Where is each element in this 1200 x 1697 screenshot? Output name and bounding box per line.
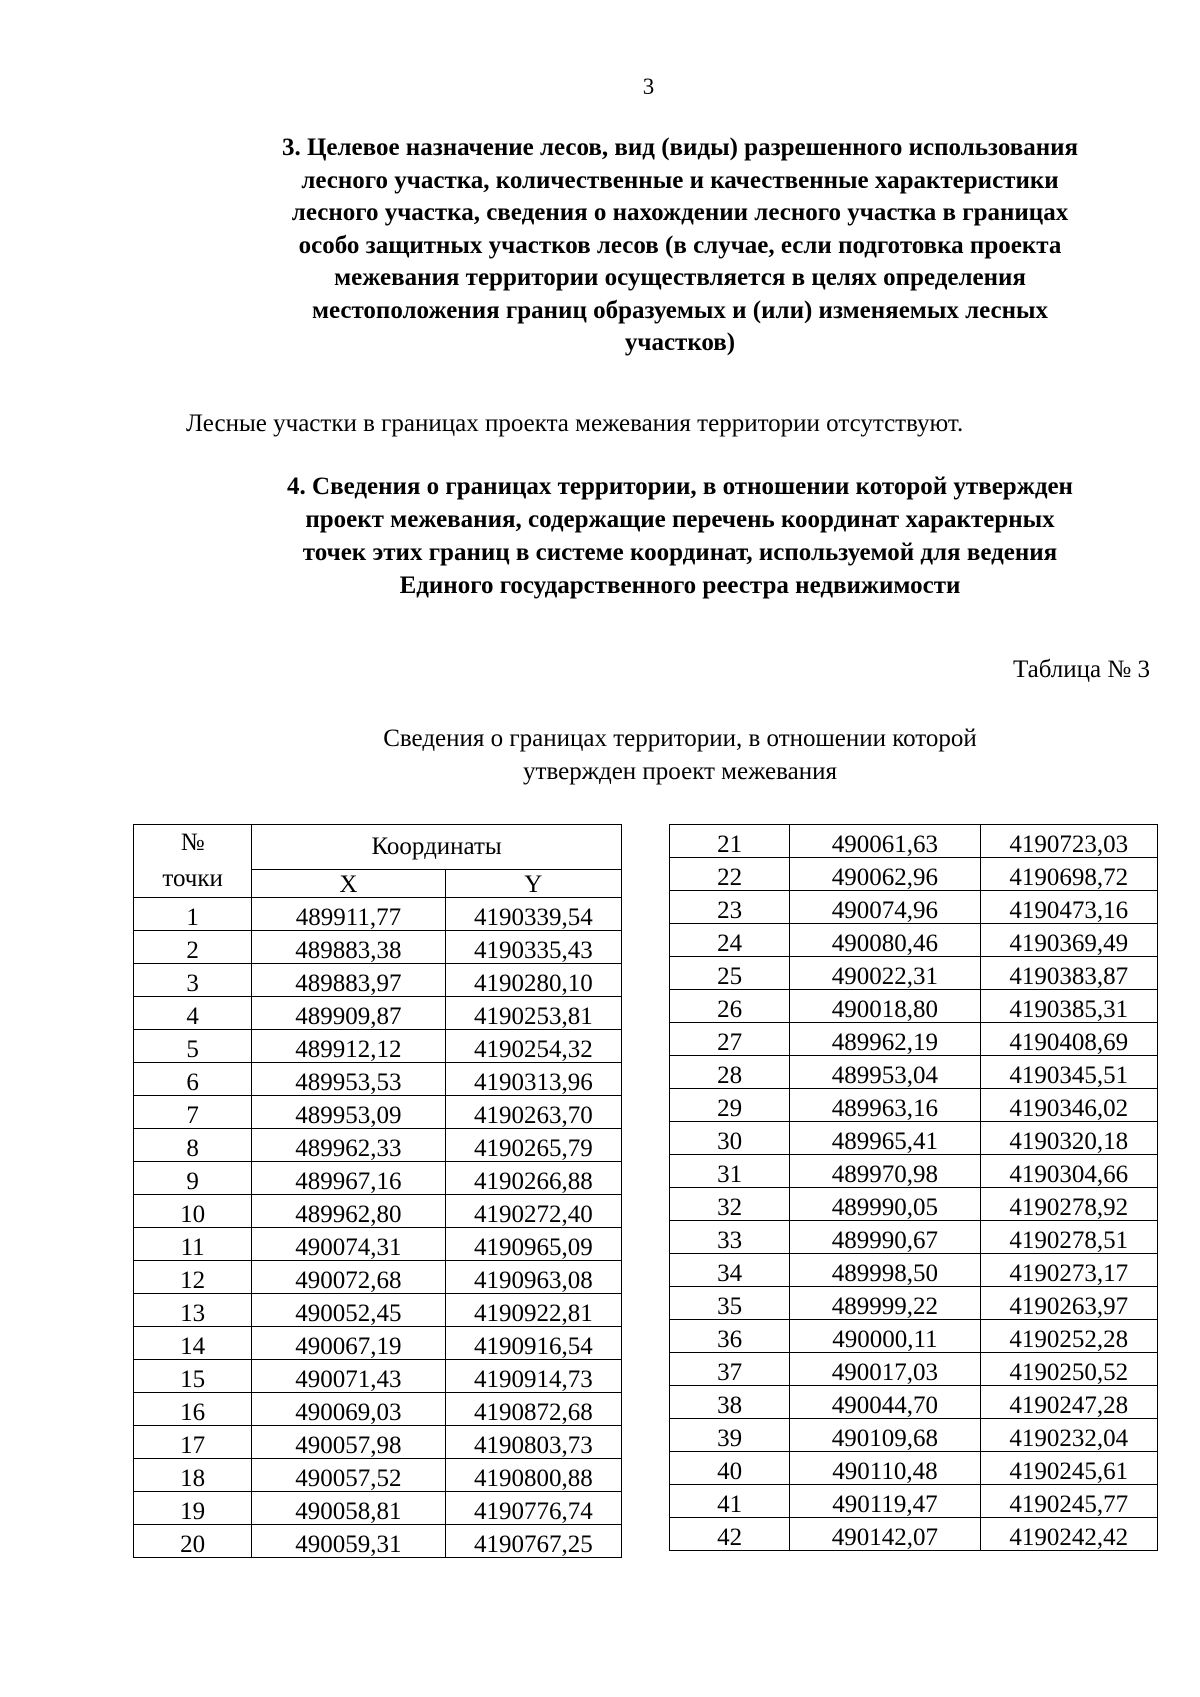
y-coordinate-cell: 4190247,28 <box>980 1386 1157 1419</box>
x-coordinate-cell: 489999,22 <box>790 1287 980 1320</box>
y-coordinate-cell: 4190965,09 <box>445 1228 621 1261</box>
table-row <box>670 1518 1158 1551</box>
x-coordinate-cell: 489962,19 <box>790 1023 980 1056</box>
heading-line: участков) <box>624 329 736 356</box>
x-coordinate-cell: 490061,63 <box>790 825 980 858</box>
y-coordinate-cell: 4190263,70 <box>445 1096 621 1129</box>
table-row <box>670 1155 1158 1188</box>
point-number-cell: 15 <box>134 1360 252 1393</box>
x-coordinate-cell: 490044,70 <box>790 1386 980 1419</box>
table-row <box>670 990 1158 1023</box>
header-point-number <box>134 825 252 898</box>
table-row <box>670 891 1158 924</box>
table-label: Таблица № 3 <box>1012 656 1150 683</box>
table-row <box>670 1089 1158 1122</box>
point-number-cell: 19 <box>134 1492 252 1525</box>
heading-line: особо защитных участков лесов (в случае, если подготовка проекта <box>298 231 1062 259</box>
x-coordinate-cell: 489970,98 <box>790 1155 980 1188</box>
point-number-cell: 2 <box>134 931 252 964</box>
x-coordinate-cell: 490062,96 <box>790 858 980 891</box>
table-row <box>134 1426 622 1459</box>
point-number-cell: 10 <box>134 1195 252 1228</box>
x-coordinate-cell: 490119,47 <box>790 1485 980 1518</box>
x-coordinate-cell: 490071,43 <box>252 1360 445 1393</box>
point-number-cell: 36 <box>670 1320 790 1353</box>
x-coordinate-cell: 489967,16 <box>252 1162 445 1195</box>
y-coordinate-cell: 4190273,17 <box>980 1254 1157 1287</box>
point-number-cell: 7 <box>134 1096 252 1129</box>
point-number-cell: 22 <box>670 858 790 891</box>
heading-line: лесного участка, сведения о нахождении лесного участка в границах <box>291 199 1069 226</box>
y-coordinate-cell: 4190922,81 <box>445 1294 621 1327</box>
point-number-cell: 13 <box>134 1294 252 1327</box>
y-coordinate-cell: 4190280,10 <box>445 964 621 997</box>
point-number-cell: 31 <box>670 1155 790 1188</box>
heading-line: 4. Сведения о границах территории, в отношении которой утвержден <box>287 473 1073 500</box>
point-number-cell: 23 <box>670 891 790 924</box>
table-row <box>134 1360 622 1393</box>
y-coordinate-cell: 4190723,03 <box>980 825 1157 858</box>
header-x: X <box>252 870 445 898</box>
point-number-cell: 37 <box>670 1353 790 1386</box>
table-row <box>134 1162 622 1195</box>
y-coordinate-cell: 4190776,74 <box>445 1492 621 1525</box>
x-coordinate-cell: 489990,67 <box>790 1221 980 1254</box>
y-coordinate-cell: 4190800,88 <box>445 1459 621 1492</box>
point-number-cell: 33 <box>670 1221 790 1254</box>
x-coordinate-cell: 490074,31 <box>252 1228 445 1261</box>
table-row <box>134 1525 622 1558</box>
coordinates-table-right <box>669 824 1158 1551</box>
x-coordinate-cell: 490057,52 <box>252 1459 445 1492</box>
table-row <box>670 1122 1158 1155</box>
table-row <box>134 898 622 931</box>
heading-line: местоположения границ образуемых и (или) изменяемых лесных <box>311 296 1049 324</box>
y-coordinate-cell: 4190473,16 <box>980 891 1157 924</box>
table-row <box>670 1287 1158 1320</box>
table-row <box>134 964 622 997</box>
y-coordinate-cell: 4190369,49 <box>980 924 1157 957</box>
x-coordinate-cell: 489962,33 <box>252 1129 445 1162</box>
table-row <box>134 1294 622 1327</box>
table-row <box>134 1228 622 1261</box>
x-coordinate-cell: 490018,80 <box>790 990 980 1023</box>
heading-line: 3. Целевое назначение лесов, вид (виды) разрешенного использования <box>281 134 1079 161</box>
y-coordinate-cell: 4190250,52 <box>980 1353 1157 1386</box>
point-number-cell: 24 <box>670 924 790 957</box>
heading-line: Единого государственного реестра недвижимости <box>399 572 961 599</box>
y-coordinate-cell: 4190272,40 <box>445 1195 621 1228</box>
y-coordinate-cell: 4190383,87 <box>980 957 1157 990</box>
y-coordinate-cell: 4190252,28 <box>980 1320 1157 1353</box>
point-number-cell: 3 <box>134 964 252 997</box>
table-row <box>670 1188 1158 1221</box>
table-row <box>670 1419 1158 1452</box>
y-coordinate-cell: 4190313,96 <box>445 1063 621 1096</box>
x-coordinate-cell: 490069,03 <box>252 1393 445 1426</box>
y-coordinate-cell: 4190254,32 <box>445 1030 621 1063</box>
point-number-cell: 5 <box>134 1030 252 1063</box>
y-coordinate-cell: 4190914,73 <box>445 1360 621 1393</box>
table-row <box>134 931 622 964</box>
table-row <box>134 1393 622 1426</box>
table-row <box>670 924 1158 957</box>
y-coordinate-cell: 4190266,88 <box>445 1162 621 1195</box>
point-number-cell: 9 <box>134 1162 252 1195</box>
table-row <box>134 997 622 1030</box>
table-row <box>134 1459 622 1492</box>
point-number-cell: 41 <box>670 1485 790 1518</box>
table-row <box>670 858 1158 891</box>
x-coordinate-cell: 489998,50 <box>790 1254 980 1287</box>
table-body-left <box>134 898 622 1558</box>
point-number-cell: 4 <box>134 997 252 1030</box>
point-number-cell: 35 <box>670 1287 790 1320</box>
y-coordinate-cell: 4190916,54 <box>445 1327 621 1360</box>
table-row <box>134 1030 622 1063</box>
table-row <box>670 1254 1158 1287</box>
y-coordinate-cell: 4190345,51 <box>980 1056 1157 1089</box>
y-coordinate-cell: 4190385,31 <box>980 990 1157 1023</box>
section-3-text: Лесные участки в границах проекта межевания территории отсутствуют. <box>186 410 964 437</box>
table-row <box>134 1063 622 1096</box>
y-coordinate-cell: 4190339,54 <box>445 898 621 931</box>
y-coordinate-cell: 4190320,18 <box>980 1122 1157 1155</box>
table-row <box>670 825 1158 858</box>
y-coordinate-cell: 4190263,97 <box>980 1287 1157 1320</box>
point-number-cell: 12 <box>134 1261 252 1294</box>
x-coordinate-cell: 490110,48 <box>790 1452 980 1485</box>
x-coordinate-cell: 489953,09 <box>252 1096 445 1129</box>
y-coordinate-cell: 4190803,73 <box>445 1426 621 1459</box>
x-coordinate-cell: 490109,68 <box>790 1419 980 1452</box>
point-number-cell: 26 <box>670 990 790 1023</box>
point-number-cell: 14 <box>134 1327 252 1360</box>
point-number-cell: 29 <box>670 1089 790 1122</box>
table-row <box>670 1056 1158 1089</box>
y-coordinate-cell: 4190698,72 <box>980 858 1157 891</box>
table-row <box>670 957 1158 990</box>
table-row <box>670 1221 1158 1254</box>
point-number-cell: 25 <box>670 957 790 990</box>
x-coordinate-cell: 489953,53 <box>252 1063 445 1096</box>
point-number-cell: 17 <box>134 1426 252 1459</box>
header-num-sign: № <box>180 829 205 856</box>
heading-line: проект межевания, содержащие перечень координат характерных <box>305 506 1055 533</box>
table-row <box>134 1261 622 1294</box>
x-coordinate-cell: 490000,11 <box>790 1320 980 1353</box>
table-row <box>134 1096 622 1129</box>
x-coordinate-cell: 489911,77 <box>252 898 445 931</box>
x-coordinate-cell: 489953,04 <box>790 1056 980 1089</box>
header-coordinates: Координаты <box>252 825 622 870</box>
y-coordinate-cell: 4190242,42 <box>980 1518 1157 1551</box>
x-coordinate-cell: 489883,97 <box>252 964 445 997</box>
point-number-cell: 21 <box>670 825 790 858</box>
point-number-cell: 38 <box>670 1386 790 1419</box>
x-coordinate-cell: 490074,96 <box>790 891 980 924</box>
table-row <box>134 1195 622 1228</box>
x-coordinate-cell: 490052,45 <box>252 1294 445 1327</box>
section-4-heading <box>200 470 1160 602</box>
header-num-word: точки <box>162 865 223 892</box>
table-row <box>670 1452 1158 1485</box>
x-coordinate-cell: 489990,05 <box>790 1188 980 1221</box>
y-coordinate-cell: 4190767,25 <box>445 1525 621 1558</box>
x-coordinate-cell: 490142,07 <box>790 1518 980 1551</box>
heading-line: точек этих границ в системе координат, используемой для ведения <box>302 539 1058 566</box>
point-number-cell: 28 <box>670 1056 790 1089</box>
table-row <box>134 1327 622 1360</box>
x-coordinate-cell: 489962,80 <box>252 1195 445 1228</box>
x-coordinate-cell: 490022,31 <box>790 957 980 990</box>
point-number-cell: 42 <box>670 1518 790 1551</box>
point-number-cell: 32 <box>670 1188 790 1221</box>
x-coordinate-cell: 490057,98 <box>252 1426 445 1459</box>
y-coordinate-cell: 4190265,79 <box>445 1129 621 1162</box>
y-coordinate-cell: 4190408,69 <box>980 1023 1157 1056</box>
table-row <box>670 1023 1158 1056</box>
y-coordinate-cell: 4190872,68 <box>445 1393 621 1426</box>
y-coordinate-cell: 4190245,77 <box>980 1485 1157 1518</box>
table-body-right <box>670 825 1158 1551</box>
point-number-cell: 16 <box>134 1393 252 1426</box>
point-number-cell: 6 <box>134 1063 252 1096</box>
x-coordinate-cell: 490067,19 <box>252 1327 445 1360</box>
table-caption <box>200 722 1160 788</box>
x-coordinate-cell: 490072,68 <box>252 1261 445 1294</box>
y-coordinate-cell: 4190253,81 <box>445 997 621 1030</box>
table-row <box>670 1353 1158 1386</box>
header-y: Y <box>445 870 621 898</box>
x-coordinate-cell: 489883,38 <box>252 931 445 964</box>
y-coordinate-cell: 4190963,08 <box>445 1261 621 1294</box>
heading-line: лесного участка, количественные и качественные характеристики <box>301 166 1059 194</box>
table-row <box>134 1129 622 1162</box>
coordinates-table-left <box>133 824 622 1558</box>
point-number-cell: 39 <box>670 1419 790 1452</box>
y-coordinate-cell: 4190245,61 <box>980 1452 1157 1485</box>
y-coordinate-cell: 4190232,04 <box>980 1419 1157 1452</box>
y-coordinate-cell: 4190278,92 <box>980 1188 1157 1221</box>
y-coordinate-cell: 4190304,66 <box>980 1155 1157 1188</box>
point-number-cell: 34 <box>670 1254 790 1287</box>
heading-line: межевания территории осуществляется в целях определения <box>334 264 1026 291</box>
x-coordinate-cell: 490059,31 <box>252 1525 445 1558</box>
x-coordinate-cell: 489909,87 <box>252 997 445 1030</box>
point-number-cell: 8 <box>134 1129 252 1162</box>
x-coordinate-cell: 489965,41 <box>790 1122 980 1155</box>
x-coordinate-cell: 489963,16 <box>790 1089 980 1122</box>
page-number: 3 <box>642 74 655 99</box>
section-3-heading <box>200 132 1160 360</box>
table-row <box>670 1485 1158 1518</box>
point-number-cell: 30 <box>670 1122 790 1155</box>
y-coordinate-cell: 4190278,51 <box>980 1221 1157 1254</box>
x-coordinate-cell: 490080,46 <box>790 924 980 957</box>
point-number-cell: 18 <box>134 1459 252 1492</box>
table-row <box>134 1492 622 1525</box>
x-coordinate-cell: 490017,03 <box>790 1353 980 1386</box>
point-number-cell: 20 <box>134 1525 252 1558</box>
point-number-cell: 27 <box>670 1023 790 1056</box>
x-coordinate-cell: 489912,12 <box>252 1030 445 1063</box>
table-row <box>670 1386 1158 1419</box>
point-number-cell: 1 <box>134 898 252 931</box>
caption-line: утвержден проект межевания <box>523 758 837 785</box>
y-coordinate-cell: 4190346,02 <box>980 1089 1157 1122</box>
x-coordinate-cell: 490058,81 <box>252 1492 445 1525</box>
point-number-cell: 11 <box>134 1228 252 1261</box>
y-coordinate-cell: 4190335,43 <box>445 931 621 964</box>
caption-line: Сведения о границах территории, в отношении которой <box>383 725 977 752</box>
table-row <box>670 1320 1158 1353</box>
point-number-cell: 40 <box>670 1452 790 1485</box>
